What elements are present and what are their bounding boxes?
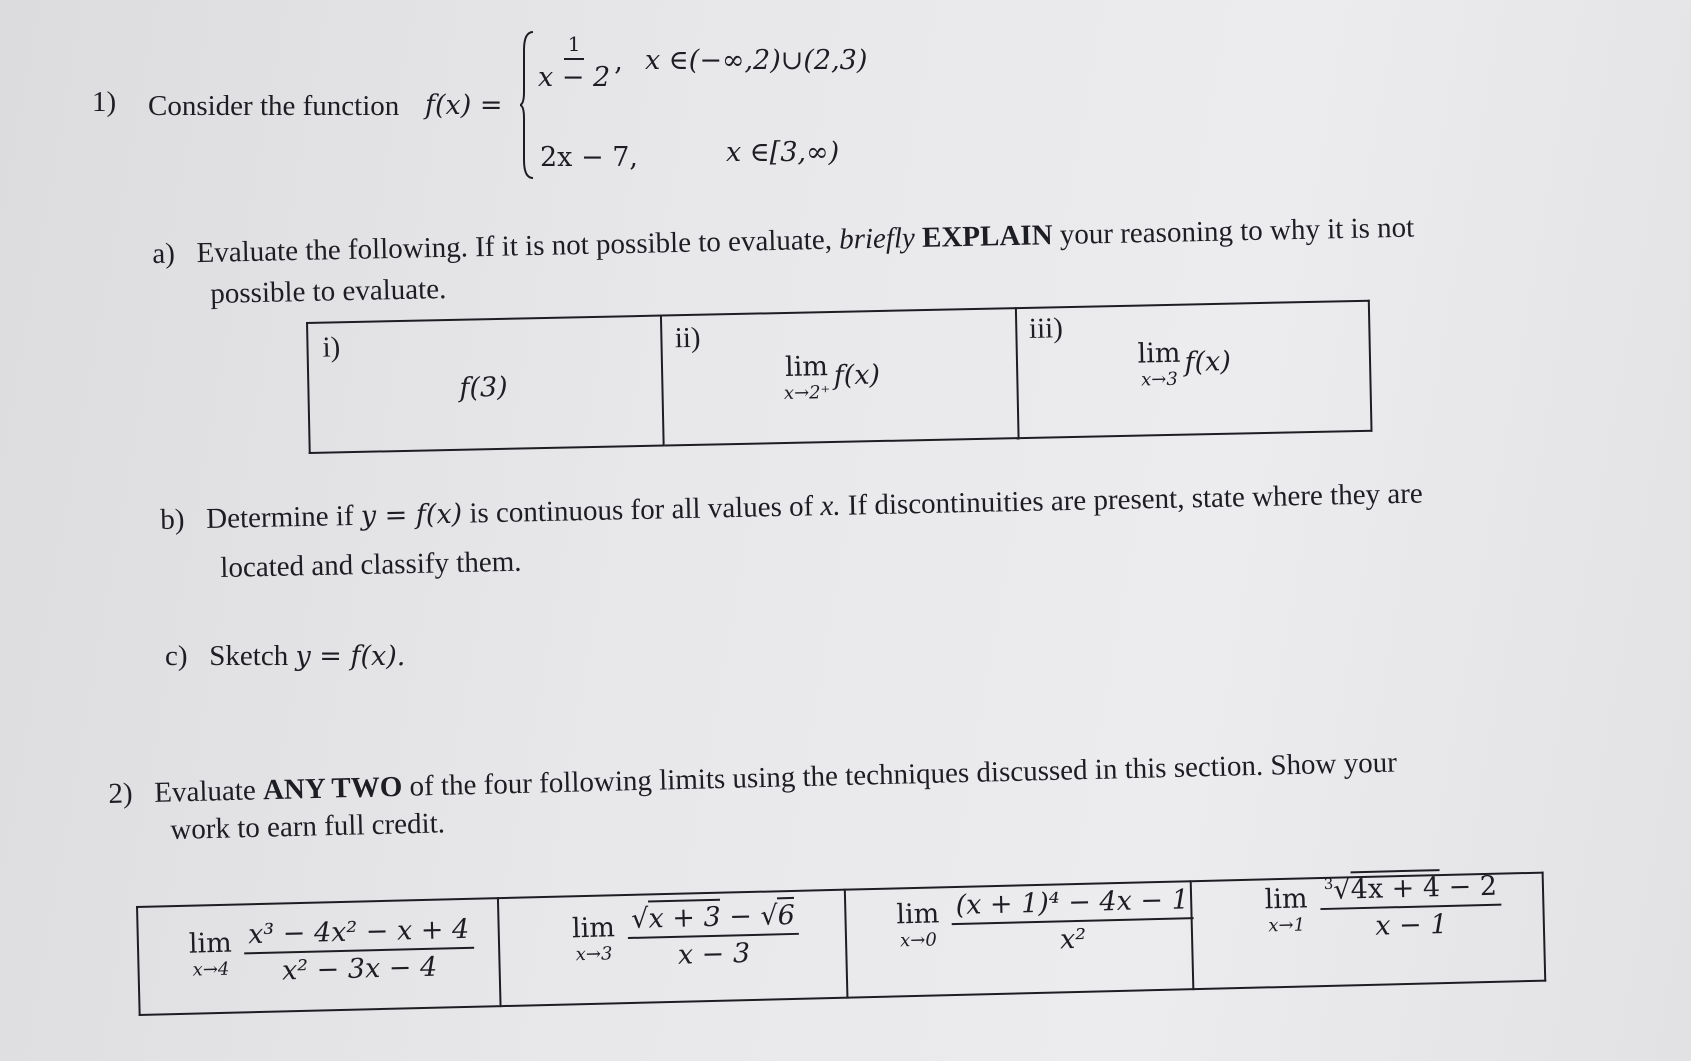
limit-2-radicand-b: 6 [777,897,795,931]
limit-4 [1264,871,1502,945]
table-a-cell-i [307,316,664,453]
problem-2-number: 2) [108,777,133,810]
part-a-text-2: your reasoning to why it is not [1059,211,1415,251]
limit-4-lim: lim [1264,883,1308,916]
problem-2 [108,747,1397,811]
limit-cell-1 [137,898,501,1015]
limit-3-numerator: (x + 1)⁴ − 4x − 1 [951,884,1193,925]
cell-iii-label: iii) [1028,312,1064,345]
limit-cell-3 [845,881,1194,997]
limit-4-numerator: $^3$√4x + 4 − 2 [1320,871,1502,910]
piece-1-numerator: 1 [564,32,585,60]
cell-iii-expression: f(x) [1184,346,1232,379]
problem-1-intro: Consider the function [148,90,400,122]
part-b-text-2: is continuous for all values of [469,490,814,530]
piece-1-fraction [534,32,623,93]
piece-1-domain: x ∈(−∞,2)∪(2,3) [645,45,868,76]
function-name: f(x) = [425,90,503,121]
part-a-label: a) [152,237,176,270]
problem-2-any-two: ANY TWO [262,770,403,807]
table-a-cell-iii [1016,301,1372,438]
problem-1-number: 1) [92,86,117,118]
part-c-label: c) [165,640,188,672]
part-b-text-1: Determine if [205,499,354,536]
cell-iii-lim: lim [1137,337,1181,370]
limit-1-approach: x→4 [192,958,230,981]
limit-2-denominator: x − 3 [677,938,751,971]
problem-2-text-2: of the four following limits using the techniques discussed in this section. Show your [409,746,1398,803]
part-a-text-1: Evaluate the following. If it is not possible to evaluate, [196,223,833,270]
limit-3 [896,884,1194,959]
part-b [160,478,1423,537]
cell-i-label: i) [322,331,341,364]
cell-iii-limit [1137,337,1231,391]
limit-2-numerator: √x + 3 − √6 [627,900,799,939]
piece-1-comma: , [614,46,623,77]
cell-ii-limit [783,350,881,404]
piece-1-denominator: x − 2 [538,62,611,93]
cell-ii-expression: f(x) [833,359,881,392]
limit-3-approach: x→0 [899,929,938,952]
piece-2-domain: x ∈[3,∞) [726,137,840,168]
limit-4-minus-two: − 2 [1439,870,1498,904]
limit-4-root-index: 3 [1323,874,1334,893]
piecewise-brace [520,30,534,180]
limit-2 [571,900,800,974]
cell-ii-lim: lim [784,351,829,383]
cell-ii-label: ii) [674,321,701,355]
part-a-text-3: possible to evaluate. [210,273,447,310]
limit-2-lim: lim [571,912,616,945]
limit-2-radicand-a: x + 3 [648,899,721,935]
part-a-emphasis: briefly [838,222,916,256]
limit-1-lim: lim [188,927,233,960]
limits-table [136,872,1546,1016]
part-b-label: b) [160,503,185,536]
part-c-text: Sketch [209,640,289,672]
limit-1-denominator: x² − 3x − 4 [281,951,438,987]
limit-2-minus: − [720,900,761,933]
limit-3-lim: lim [895,898,940,931]
limit-1 [188,914,474,989]
cell-iii-approach: x→3 [1140,368,1179,391]
part-c-expression: y = f(x). [295,641,406,672]
part-a [152,212,1415,271]
limit-cell-2 [498,890,847,1006]
piece-2-expression: 2x − 7, [540,142,638,173]
part-a-explain: EXPLAIN [921,219,1053,254]
limit-3-denominator: x² [1059,923,1087,956]
part-b-variable: x. [820,489,841,523]
limit-4-approach: x→1 [1268,914,1306,937]
limit-4-radicand: 4x + 4 [1350,869,1440,905]
limit-2-approach: x→3 [575,943,613,966]
problem-2-text-1: Evaluate [153,774,257,809]
limit-1-numerator: x³ − 4x² − x + 4 [244,914,474,955]
cell-ii-approach: x→2⁺ [783,382,831,405]
table-a-cell-ii [661,308,1018,445]
part-b-text-4: located and classify them. [220,545,522,584]
problem-2-text-3: work to earn full credit. [170,807,446,846]
limit-4-denominator: x − 1 [1374,908,1448,942]
part-b-expression: y = f(x) [360,498,463,532]
part-a-table [306,300,1373,454]
part-b-text-3: If discontinuities are present, state where they are [847,477,1424,522]
part-c [165,640,405,673]
limit-cell-4 [1191,870,1545,990]
cell-i-expression: f(3) [459,371,508,404]
